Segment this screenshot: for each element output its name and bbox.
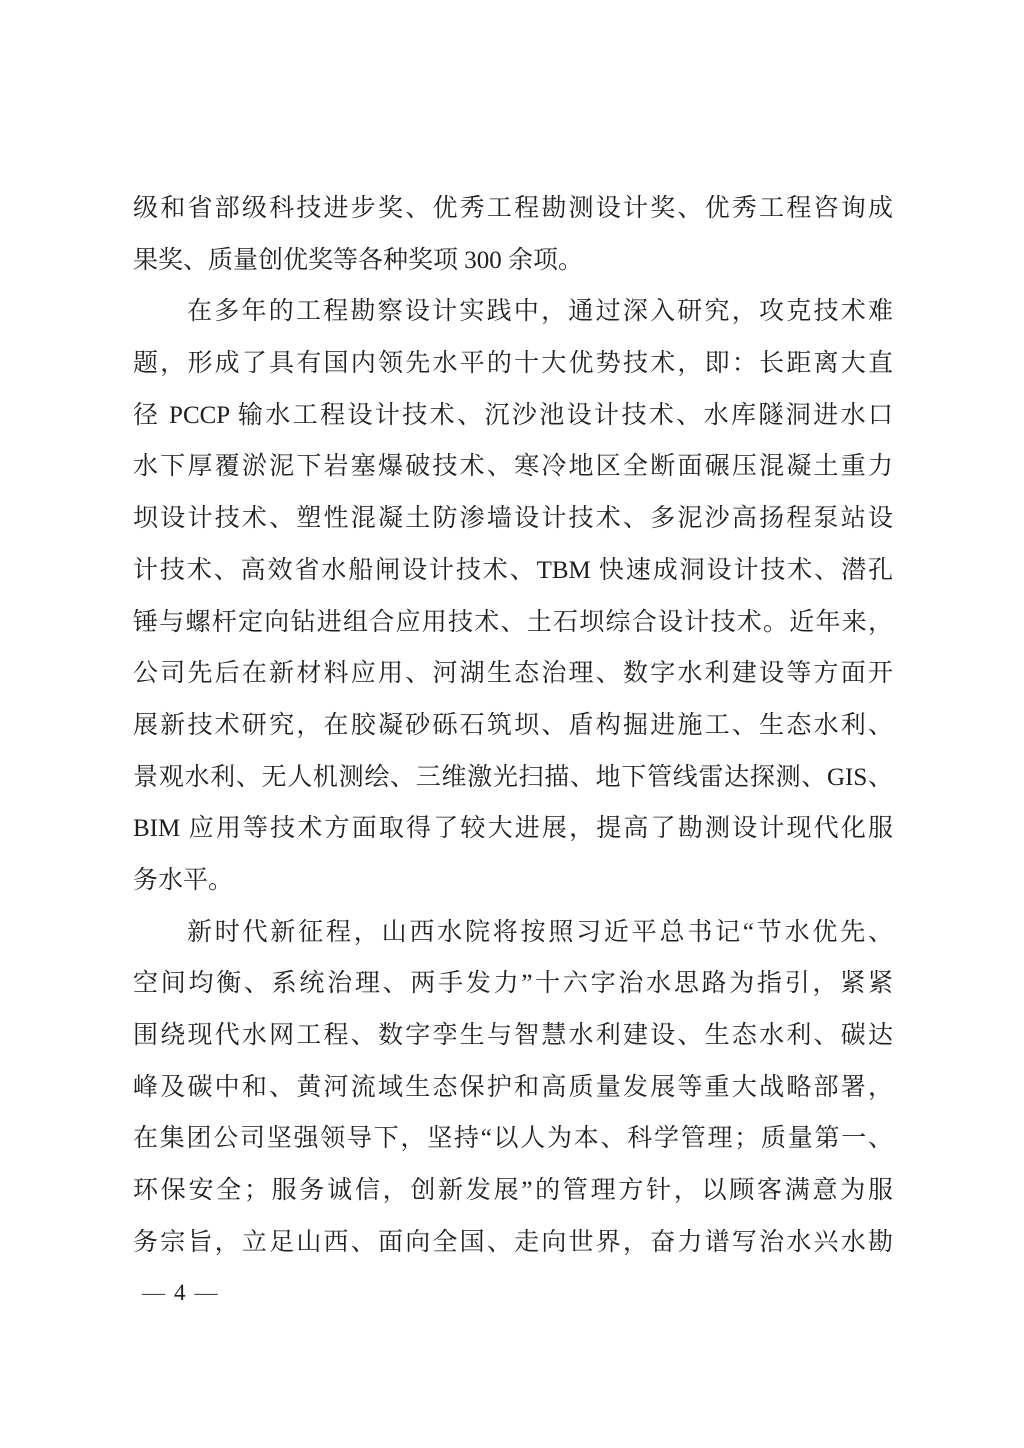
text-line: BIM 应用等技术方面取得了较大进展，提高了勘测设计现代化服 (133, 815, 893, 843)
text-line: 计技术、高效省水船闸设计技术、TBM 快速成洞设计技术、潜孔 (133, 556, 893, 584)
text-line: 围绕现代水网工程、数字孪生与智慧水利建设、生态水利、碳达 (133, 1022, 893, 1049)
page-number: 4 (174, 1280, 186, 1305)
body-text (133, 183, 893, 1268)
text-line: 水下厚覆淤泥下岩塞爆破技术、寒冷地区全断面碾压混凝土重力 (133, 453, 893, 481)
text-line: 展新技术研究，在胶凝砂砾石筑坝、盾构掘进施工、生态水利、 (133, 711, 893, 739)
text-line: 锤与螺杆定向钻进组合应用技术、土石坝综合设计技术。近年来， (133, 608, 893, 636)
text-line: 级和省部级科技进步奖、优秀工程勘测设计奖、优秀工程咨询成 (133, 195, 893, 222)
text-line: 径 PCCP 输水工程设计技术、沉沙池设计技术、水库隧洞进水口 (133, 401, 893, 429)
text-line: 题，形成了具有国内领先水平的十大优势技术，即：长距离大直 (133, 350, 893, 378)
text-line: 果奖、质量创优奖等各种奖项 300 余项。 (133, 246, 584, 274)
text-line: 空间均衡、系统治理、两手发力”十六字治水思路为指引，紧紧 (133, 970, 893, 998)
text-line: 峰及碳中和、黄河流域生态保护和高质量发展等重大战略部署， (133, 1073, 893, 1101)
text-line: 新时代新征程，山西水院将按照习近平总书记“节水优先、 (187, 918, 893, 946)
text-line: 公司先后在新材料应用、河湖生态治理、数字水利建设等方面开 (133, 660, 893, 688)
text-line: 环保安全；服务诚信，创新发展”的管理方针，以顾客满意为服 (133, 1177, 893, 1205)
text-line: 景观水利、无人机测绘、三维激光扫描、地下管线雷达探测、GIS、 (133, 763, 893, 791)
page-footer (133, 1278, 227, 1308)
text-line: 务宗旨，立足山西、面向全国、走向世界，奋力谱写治水兴水勘 (133, 1228, 893, 1256)
footer-dash-left: — (142, 1280, 165, 1305)
text-line: 务水平。 (133, 866, 234, 894)
text-line: 坝设计技术、塑性混凝土防渗墙设计技术、多泥沙高扬程泵站设 (133, 505, 893, 533)
text-line: 在集团公司坚强领导下，坚持“以人为本、科学管理；质量第一、 (133, 1125, 893, 1153)
footer-dash-right: — (194, 1280, 218, 1305)
text-line: 在多年的工程勘察设计实践中，通过深入研究，攻克技术难 (187, 298, 893, 326)
